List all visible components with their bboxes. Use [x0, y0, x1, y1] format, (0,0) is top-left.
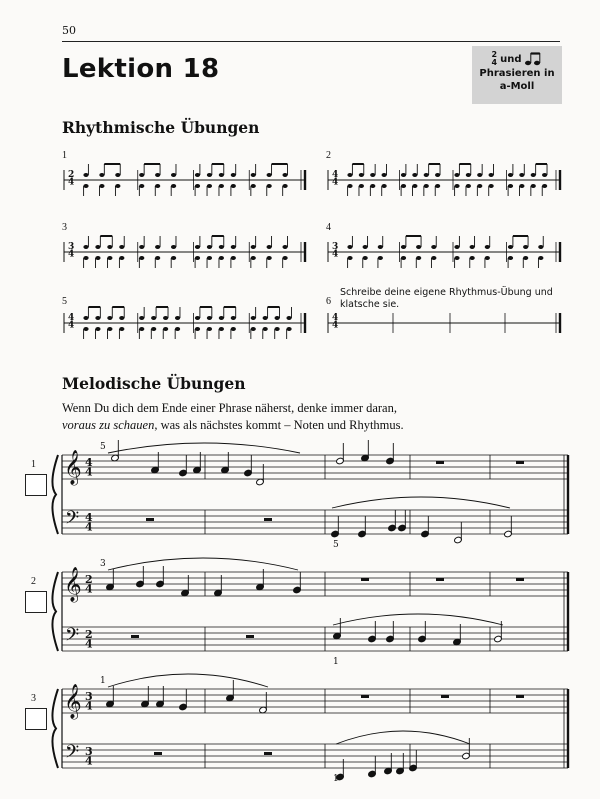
- bass-clef-icon: 𝄢: [65, 625, 80, 650]
- note-head: [282, 245, 287, 249]
- time-signature: 3: [332, 242, 339, 252]
- time-signature: 4: [68, 177, 75, 188]
- note-head: [195, 316, 200, 320]
- note-head: [267, 173, 272, 177]
- note-head: [83, 184, 88, 188]
- note-head: [435, 184, 440, 188]
- time-signature: 2: [85, 628, 93, 641]
- note-head: [139, 256, 144, 260]
- note-head: [363, 245, 368, 249]
- topic-line2: Phrasieren in: [479, 68, 555, 79]
- note-head: [282, 256, 287, 260]
- whole-rest: [516, 578, 524, 581]
- note-head: [207, 173, 212, 177]
- note-head: [83, 173, 88, 177]
- note-head: [401, 245, 406, 249]
- note-head: [139, 327, 144, 331]
- note-head: [523, 245, 528, 249]
- note-head: [163, 327, 168, 331]
- exercise-number: 5: [62, 296, 67, 307]
- note-head: [151, 327, 156, 331]
- note-head: [219, 184, 224, 188]
- time-signature: 4: [85, 754, 93, 768]
- fingering: 1: [333, 774, 339, 784]
- note-head: [139, 316, 144, 320]
- note-head: [454, 173, 459, 177]
- treble-clef-icon: 𝄞: [64, 450, 82, 485]
- note-head: [542, 173, 547, 177]
- note-head: [231, 173, 236, 177]
- note-head: [195, 245, 200, 249]
- topic-line3: a-Moll: [499, 81, 535, 92]
- note-head: [163, 316, 168, 320]
- treble-clef-icon: 𝄞: [64, 684, 82, 719]
- note-head: [195, 256, 200, 260]
- note-head: [195, 184, 200, 188]
- treble-clef-icon: 𝄞: [64, 567, 82, 602]
- note-head: [119, 256, 124, 260]
- note-head: [119, 316, 124, 320]
- note-head: [171, 256, 176, 260]
- fingering: 5: [100, 442, 106, 452]
- note-head: [95, 316, 100, 320]
- phrase-slur: [332, 497, 510, 508]
- page-number: 50: [62, 24, 76, 37]
- note-head: [282, 184, 287, 188]
- time-signature: 4: [85, 637, 93, 651]
- phrase-slur: [336, 731, 470, 744]
- note-head: [347, 256, 352, 260]
- melody-intro: Wenn Du dich dem Ende einer Phrase näherst, denke immer daran, voraus zu schauen, was als nächstes kommt – Noten und Rhythmus.: [62, 401, 404, 432]
- whole-rest: [516, 461, 524, 464]
- note-head: [347, 245, 352, 249]
- note-head: [370, 173, 375, 177]
- topic-und: und: [500, 53, 522, 65]
- note-head: [519, 184, 524, 188]
- note-head: [107, 327, 112, 331]
- exercise-number: 1: [62, 150, 67, 161]
- note-head: [267, 256, 272, 260]
- note-head: [416, 256, 421, 260]
- note-head: [508, 184, 513, 188]
- note-head: [95, 245, 100, 249]
- note-head: [231, 245, 236, 249]
- note-head: [207, 256, 212, 260]
- note-head: [267, 245, 272, 249]
- time-signature: 4: [332, 170, 339, 180]
- note-head: [508, 245, 513, 249]
- note-head: [370, 184, 375, 188]
- note-head: [207, 316, 212, 320]
- note-head: [275, 316, 280, 320]
- lesson-title: Lektion 18: [62, 54, 220, 84]
- piece-number: 2: [31, 576, 36, 587]
- phrase-slur: [108, 558, 298, 570]
- melody-section-title: Melodische Übungen: [62, 374, 246, 393]
- note-head: [107, 316, 112, 320]
- fingering: 5: [333, 540, 339, 550]
- note-head: [267, 184, 272, 188]
- note-head: [359, 184, 364, 188]
- note-head: [231, 184, 236, 188]
- note-head: [416, 245, 421, 249]
- note-head: [219, 327, 224, 331]
- brace: [52, 572, 58, 651]
- time-signature: 4: [68, 249, 75, 260]
- whole-rest: [436, 461, 444, 464]
- note-head: [175, 327, 180, 331]
- note-head: [382, 184, 387, 188]
- piece-number: 1: [31, 459, 36, 470]
- time-signature: 2: [85, 573, 93, 586]
- note-head: [171, 245, 176, 249]
- bass-clef-icon: 𝄢: [65, 742, 80, 767]
- note-head: [454, 256, 459, 260]
- note-head: [431, 256, 436, 260]
- note-head: [466, 173, 471, 177]
- note-head: [477, 173, 482, 177]
- note-head: [119, 327, 124, 331]
- note-head: [83, 256, 88, 260]
- time-signature: 4: [332, 249, 339, 260]
- note-head: [99, 184, 104, 188]
- whole-rest: [246, 635, 254, 638]
- note-head: [359, 173, 364, 177]
- exercise-number: 3: [62, 222, 67, 233]
- note-head: [412, 184, 417, 188]
- note-head: [219, 316, 224, 320]
- phrase-slur: [108, 443, 300, 453]
- time-signature: 4: [68, 313, 75, 323]
- note-head: [195, 327, 200, 331]
- note-head: [508, 256, 513, 260]
- note-head: [378, 256, 383, 260]
- note-head: [263, 316, 268, 320]
- time-signature: 3: [85, 690, 93, 703]
- whole-rest: [154, 752, 162, 755]
- time-signature: 4: [332, 313, 339, 323]
- whole-rest: [361, 695, 369, 698]
- note-head: [275, 327, 280, 331]
- exercise-number: 4: [326, 222, 331, 233]
- note-head: [231, 256, 236, 260]
- note-head: [282, 173, 287, 177]
- whole-rest: [361, 578, 369, 581]
- time-signature: 4: [85, 699, 93, 713]
- note-head: [119, 245, 124, 249]
- note-head: [107, 245, 112, 249]
- note-head: [531, 173, 536, 177]
- note-head: [155, 256, 160, 260]
- note-head: [347, 184, 352, 188]
- note-head: [523, 256, 528, 260]
- note-head: [424, 184, 429, 188]
- brace: [52, 689, 58, 768]
- time-signature: 4: [85, 511, 93, 524]
- note-head: [378, 245, 383, 249]
- rhythm-section-title: Rhythmische Übungen: [62, 118, 260, 137]
- note-head: [454, 184, 459, 188]
- whole-rest: [436, 578, 444, 581]
- note-head: [424, 173, 429, 177]
- time-signature: 4: [85, 520, 93, 534]
- exercise-number: 2: [326, 150, 331, 161]
- phrase-slur: [108, 674, 268, 687]
- time-signature: 4: [85, 465, 93, 479]
- brace: [52, 455, 58, 534]
- note-head: [435, 173, 440, 177]
- note-head: [155, 184, 160, 188]
- note-head: [477, 184, 482, 188]
- time-signature: 4: [85, 456, 93, 469]
- time-signature: 3: [68, 242, 75, 252]
- note-head: [363, 256, 368, 260]
- note-head: [171, 173, 176, 177]
- note-head: [99, 173, 104, 177]
- note-head: [538, 245, 543, 249]
- note-head: [531, 184, 536, 188]
- note-head: [542, 184, 547, 188]
- note-head: [412, 173, 417, 177]
- note-head: [115, 173, 120, 177]
- note-head: [263, 327, 268, 331]
- note-head: [251, 327, 256, 331]
- note-head: [519, 173, 524, 177]
- note-head: [83, 327, 88, 331]
- note-head: [231, 327, 236, 331]
- whole-rest: [131, 635, 139, 638]
- whole-rest: [516, 695, 524, 698]
- note-head: [207, 245, 212, 249]
- note-head: [431, 245, 436, 249]
- note-head: [382, 173, 387, 177]
- note-head: [454, 245, 459, 249]
- note-head: [401, 184, 406, 188]
- note-head: [466, 184, 471, 188]
- note-head: [286, 316, 291, 320]
- note-head: [219, 173, 224, 177]
- note-head: [175, 316, 180, 320]
- note-head: [171, 184, 176, 188]
- note-head: [538, 256, 543, 260]
- note-head: [251, 256, 256, 260]
- note-head: [470, 245, 475, 249]
- phrase-slur: [333, 614, 503, 625]
- note-head: [107, 256, 112, 260]
- fingering: 1: [333, 657, 339, 667]
- note-head: [95, 256, 100, 260]
- note-head: [139, 173, 144, 177]
- exercise-number: 6: [326, 296, 331, 307]
- note-head: [83, 316, 88, 320]
- note-head: [286, 327, 291, 331]
- piece-number: 3: [31, 693, 36, 704]
- note-head: [139, 184, 144, 188]
- note-head: [195, 173, 200, 177]
- note-head: [251, 316, 256, 320]
- note-head: [251, 173, 256, 177]
- note-head: [251, 245, 256, 249]
- exercise6-instruction: Schreibe deine eigene Rhythmus-Übung und klatsche sie.: [340, 287, 553, 310]
- note-head: [485, 256, 490, 260]
- time-signature: 4: [85, 582, 93, 596]
- time-signature-icon: 2 4: [491, 50, 498, 67]
- note-head: [151, 316, 156, 320]
- note-head: [219, 245, 224, 249]
- time-signature: 2: [68, 170, 75, 180]
- note-head: [231, 316, 236, 320]
- note-head: [155, 173, 160, 177]
- note-head: [139, 245, 144, 249]
- note-head: [489, 173, 494, 177]
- note-head: [485, 245, 490, 249]
- note-head: [95, 327, 100, 331]
- note-head: [489, 184, 494, 188]
- note-head: [83, 245, 88, 249]
- note-head: [508, 173, 513, 177]
- fingering: 1: [100, 676, 106, 686]
- whole-rest: [264, 518, 272, 521]
- time-signature: 4: [332, 177, 339, 188]
- time-signature: 4: [332, 320, 339, 331]
- note-head: [207, 184, 212, 188]
- whole-rest: [264, 752, 272, 755]
- note-head: [219, 256, 224, 260]
- time-signature: 4: [68, 320, 75, 331]
- time-signature: 3: [85, 745, 93, 758]
- note-head: [115, 184, 120, 188]
- whole-rest: [441, 695, 449, 698]
- fingering: 3: [100, 559, 106, 569]
- whole-rest: [146, 518, 154, 521]
- note-head: [347, 173, 352, 177]
- note-head: [155, 245, 160, 249]
- note-head: [401, 256, 406, 260]
- note-head: [207, 327, 212, 331]
- note-head: [470, 256, 475, 260]
- bass-clef-icon: 𝄢: [65, 508, 80, 533]
- note-head: [401, 173, 406, 177]
- note-head: [251, 184, 256, 188]
